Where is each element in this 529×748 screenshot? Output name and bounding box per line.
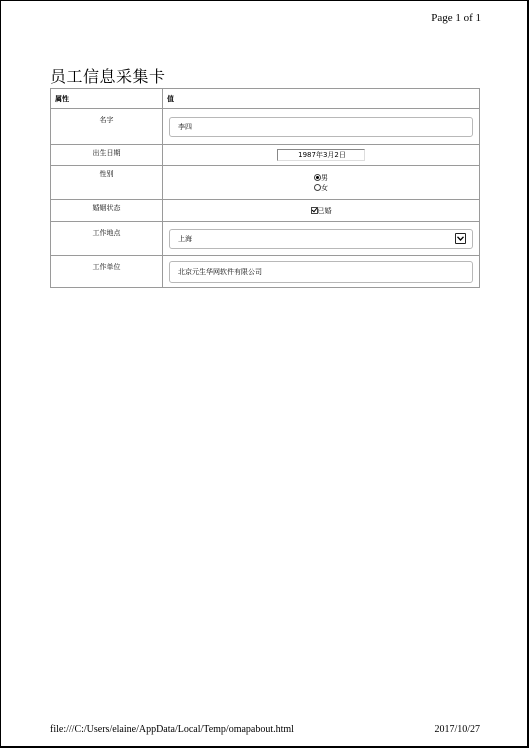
card-title: 员工信息采集卡 [50, 67, 166, 86]
footer-date: 2017/10/27 [434, 724, 480, 735]
location-select[interactable] [169, 229, 473, 249]
marital-label: 婚姻状态 [51, 200, 163, 222]
location-cell [163, 222, 480, 256]
location-value: 上海 [178, 234, 192, 243]
chevron-down-icon[interactable] [455, 233, 466, 244]
marital-row [51, 200, 480, 222]
marital-cell [163, 200, 480, 222]
married-label: 已婚 [317, 206, 332, 215]
attribute-column-header: 属性 [51, 89, 163, 109]
male-radio[interactable] [314, 174, 321, 181]
male-label: 男 [321, 173, 328, 182]
birthdate-input[interactable]: 1987年3月2日 [277, 149, 365, 161]
name-label: 名字 [51, 109, 163, 145]
gender-cell [163, 166, 480, 200]
female-label: 女 [321, 183, 328, 192]
employer-value: 北京元生华网软件有限公司 [178, 267, 262, 276]
name-input[interactable] [169, 117, 473, 137]
location-label: 工作地点 [51, 222, 163, 256]
location-row [51, 222, 480, 256]
employer-row [51, 256, 480, 288]
name-cell [163, 109, 480, 145]
birthdate-cell [163, 145, 480, 166]
employer-cell [163, 256, 480, 288]
employer-input[interactable] [169, 261, 473, 283]
value-column-header: 值 [163, 89, 480, 109]
female-radio[interactable] [314, 184, 321, 191]
employee-form-table [50, 88, 480, 288]
gender-row [51, 166, 480, 200]
gender-option-female[interactable] [169, 183, 473, 193]
birthdate-label: 出生日期 [51, 145, 163, 166]
name-row [51, 109, 480, 145]
footer-url: file:///C:/Users/elaine/AppData/Local/Temp/omapabout.html [50, 724, 294, 735]
birthdate-row [51, 145, 480, 166]
gender-option-male[interactable] [169, 173, 473, 183]
employer-label: 工作单位 [51, 256, 163, 288]
gender-label: 性别 [51, 166, 163, 200]
married-checkbox[interactable] [311, 207, 318, 214]
header-row [51, 89, 480, 109]
page-indicator: Page 1 of 1 [431, 12, 481, 24]
name-value: 李四 [178, 122, 192, 131]
